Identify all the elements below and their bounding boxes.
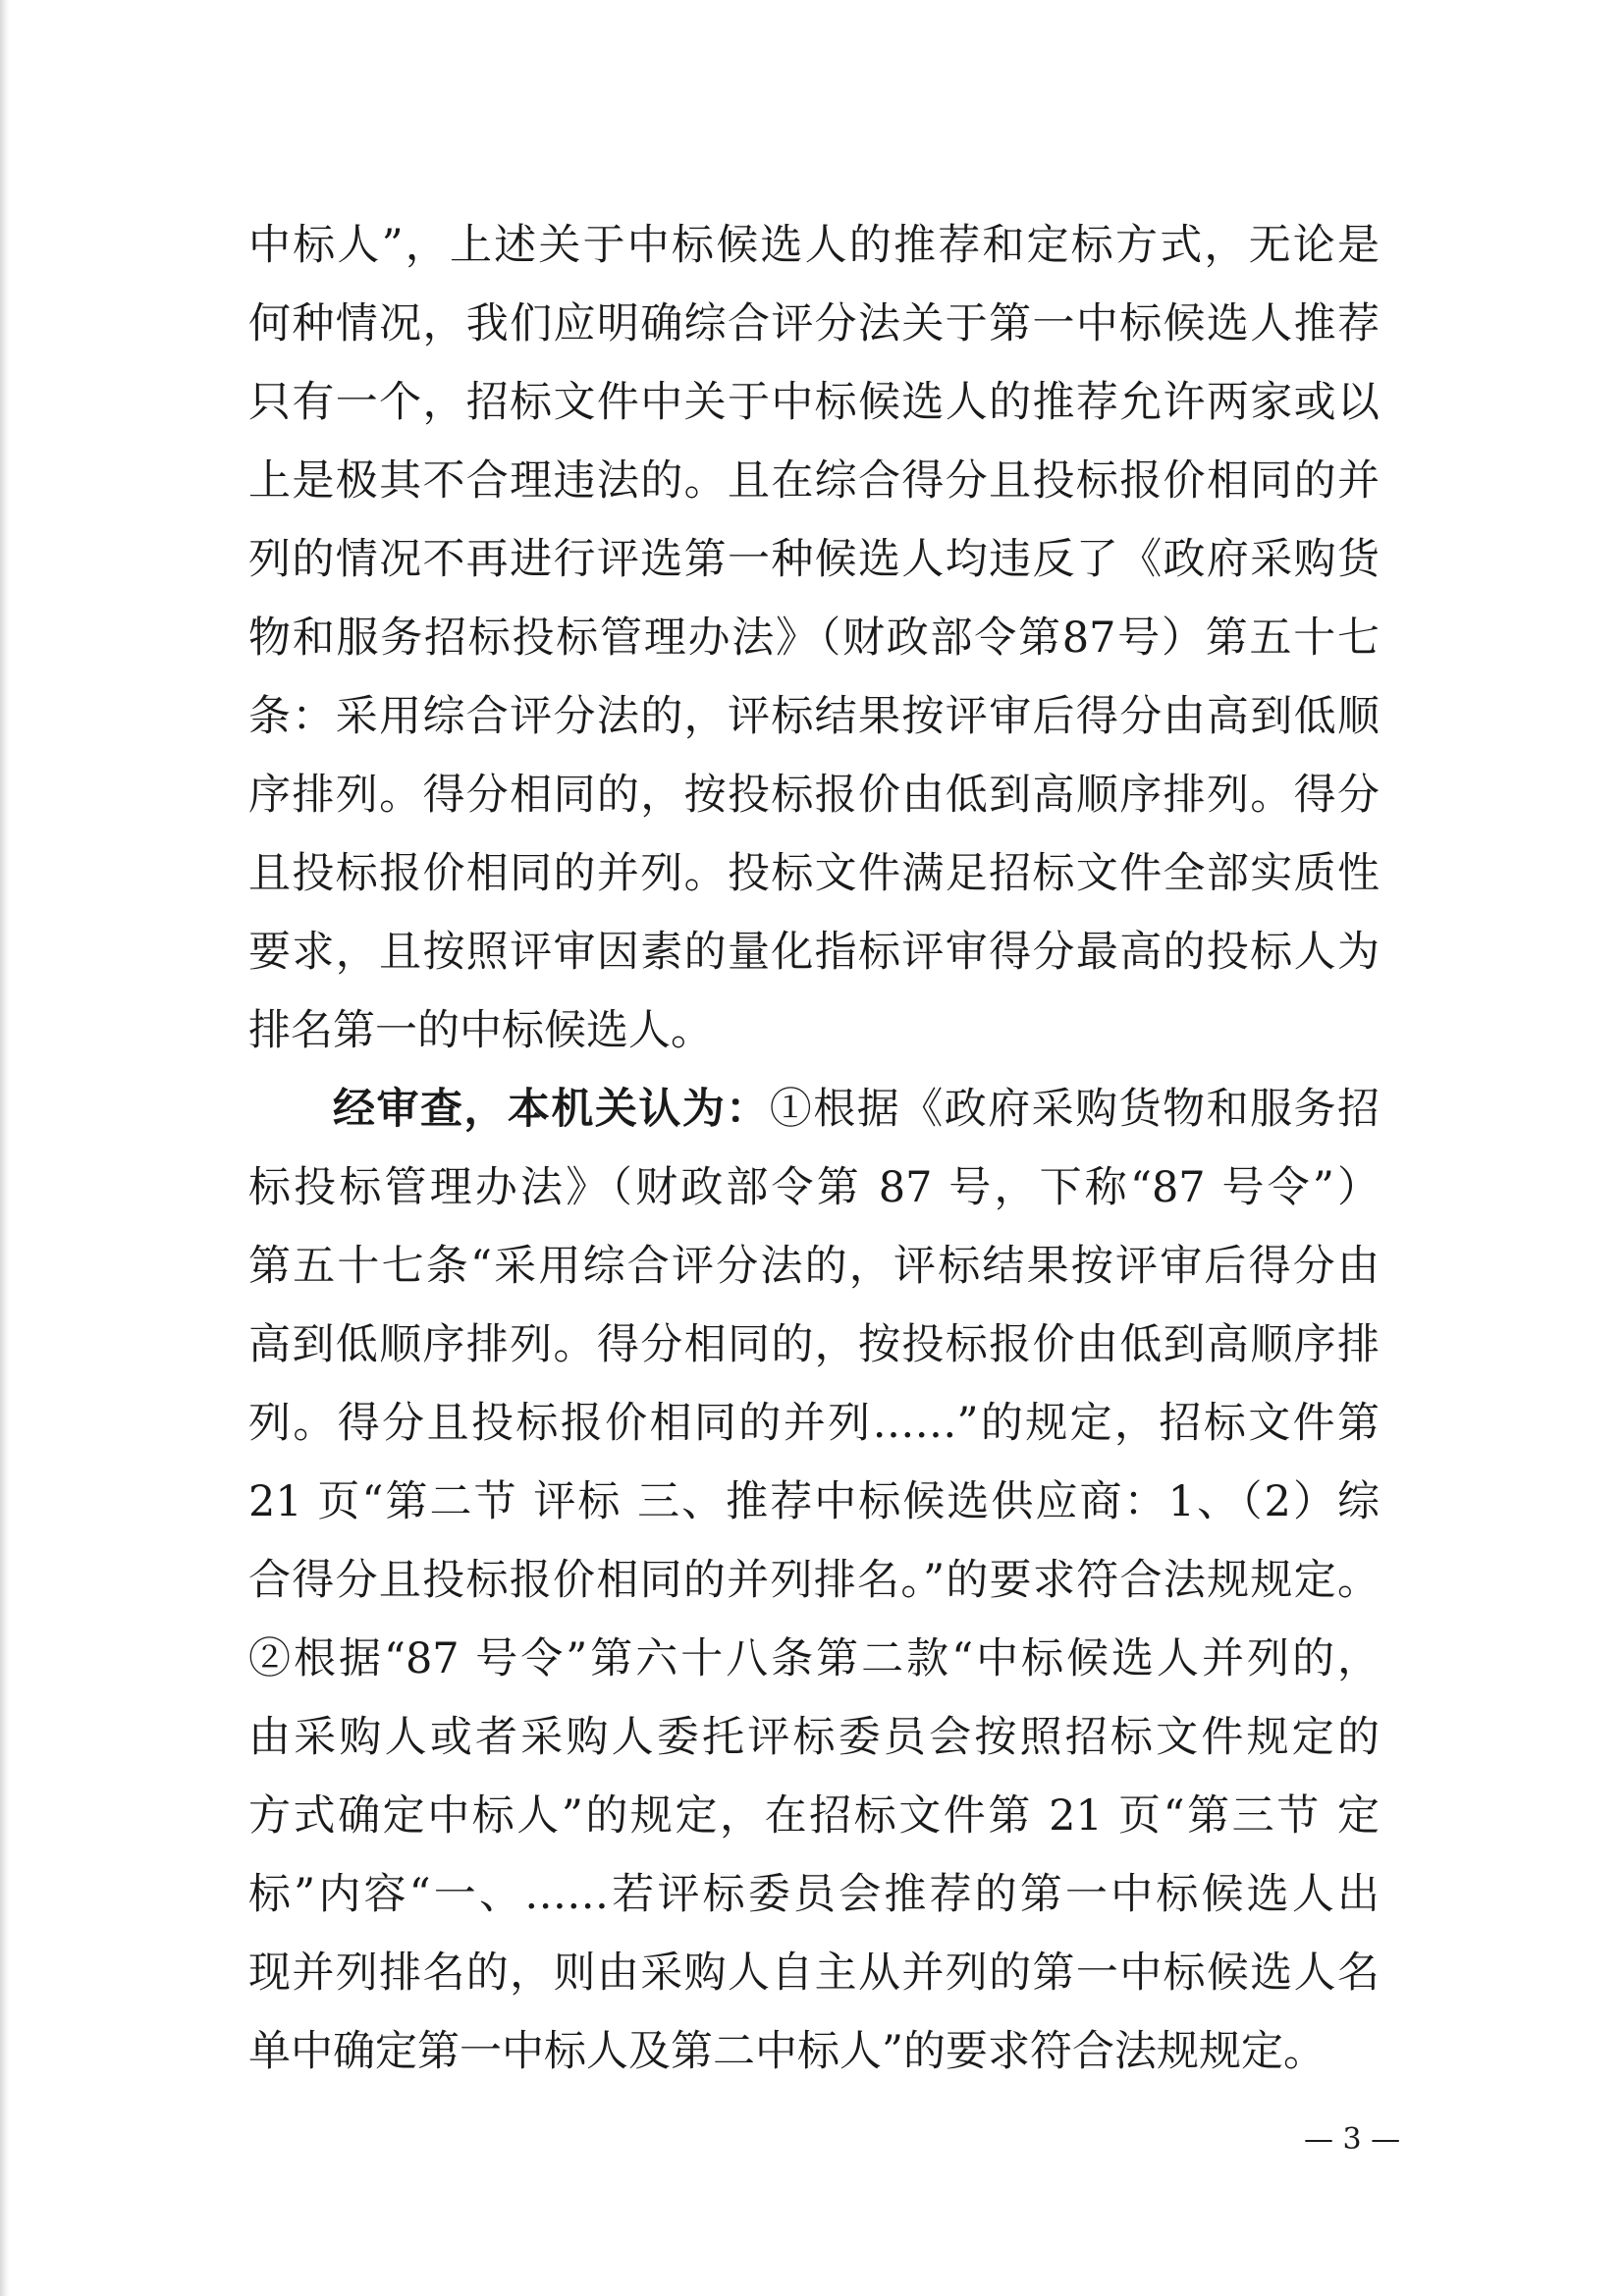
text-line: 第五十七条“采用综合评分法的，评标结果按评审后得分由	[248, 1242, 1380, 1291]
finding-lead-heading: 经审查，本机关认为：	[333, 1085, 770, 1134]
text-line: 排名第一的中标候选人。	[248, 1006, 713, 1055]
text-line: 标”内容“一、……若评标委员会推荐的第一中标候选人出	[248, 1870, 1380, 1919]
text-line: 且投标报价相同的并列。投标文件满足招标文件全部实质性	[248, 849, 1380, 898]
text-line: 要求，且按照评审因素的量化指标评审得分最高的投标人为	[248, 928, 1380, 977]
text-line: 单中确定第一中标人及第二中标人”的要求符合法规规定。	[248, 2027, 1326, 2076]
text-line: 何种情况，我们应明确综合评分法关于第一中标候选人推荐	[248, 299, 1380, 348]
text-line: 上是极其不合理违法的。且在综合得分且投标报价相同的并	[248, 456, 1380, 506]
text-line: ②根据“87 号令”第六十八条第二款“中标候选人并列的，	[248, 1634, 1380, 1683]
document-body	[248, 206, 1380, 2091]
text-line: 列。得分且投标报价相同的并列……”的规定，招标文件第	[248, 1399, 1380, 1448]
text-line: 21 页“第二节 评标 三、推荐中标候选供应商：1、（2）综	[248, 1477, 1380, 1526]
text-line: 合得分且投标报价相同的并列排名。”的要求符合法规规定。	[248, 1556, 1380, 1605]
paragraph-complaint-argument	[248, 206, 1380, 1070]
text-line: 由采购人或者采购人委托评标委员会按照招标文件规定的	[248, 1713, 1380, 1762]
page-number: — 3 —	[1304, 2122, 1401, 2157]
scan-edge	[0, 0, 10, 2296]
text-line: 高到低顺序排列。得分相同的，按投标报价由低到高顺序排	[248, 1320, 1380, 1369]
text-line: 中标人”，上述关于中标候选人的推荐和定标方式，无论是	[248, 221, 1380, 270]
text-line: 列的情况不再进行评选第一种候选人均违反了《政府采购货	[248, 535, 1380, 584]
text-line: 物和服务招标投标管理办法》（财政部令第87号）第五十七	[248, 614, 1380, 663]
text-line: 方式确定中标人”的规定，在招标文件第 21 页“第三节 定	[248, 1791, 1380, 1841]
text-line: 只有一个，招标文件中关于中标候选人的推荐允许两家或以	[248, 378, 1380, 427]
text-line: 现并列排名的，则由采购人自主从并列的第一中标候选人名	[248, 1949, 1380, 1998]
text-line-first	[248, 1070, 1380, 1148]
text-line: 标投标管理办法》（财政部令第 87 号，下称“87 号令”）	[248, 1163, 1380, 1212]
text-line: 条：采用综合评分法的，评标结果按评审后得分由高到低顺	[248, 692, 1380, 741]
paragraph-review-finding	[248, 1070, 1380, 2091]
finding-lead-text: ①根据《政府采购货物和服务招	[769, 1085, 1380, 1134]
text-line: 序排列。得分相同的，按投标报价由低到高顺序排列。得分	[248, 771, 1380, 820]
